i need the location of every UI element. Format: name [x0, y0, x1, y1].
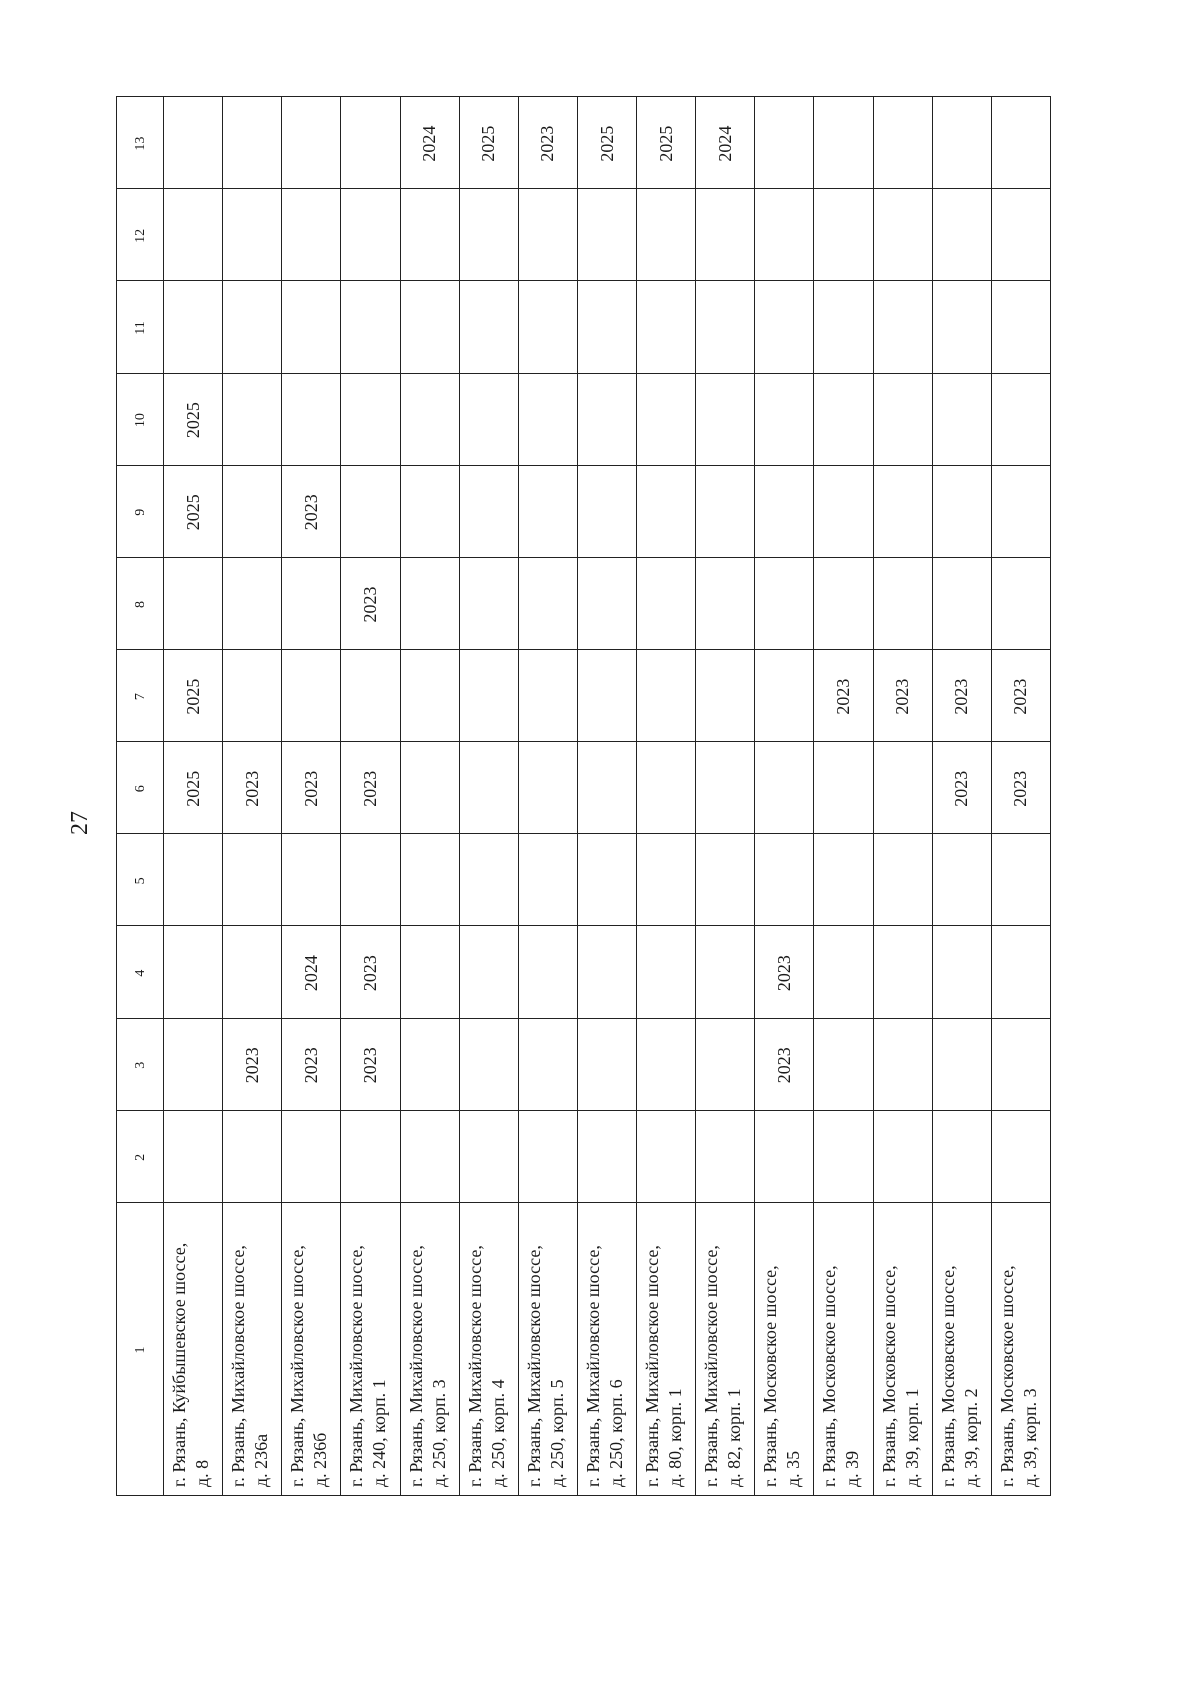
year-cell	[696, 650, 755, 742]
header-row	[117, 97, 164, 1496]
year-cell	[164, 1018, 223, 1110]
column-header: 4	[117, 926, 164, 1018]
year-cell: 2023	[755, 1018, 814, 1110]
year-cell: 2025	[637, 97, 696, 189]
address-line: д. 250, корп. 3	[428, 1379, 449, 1487]
year-cell	[873, 1018, 932, 1110]
year-cell	[755, 834, 814, 926]
year-cell	[518, 1018, 577, 1110]
address-line: г. Рязань, Михайловское шоссе,	[523, 1245, 544, 1487]
year-cell	[814, 742, 873, 834]
year-cell	[341, 97, 400, 189]
year-cell	[814, 1110, 873, 1202]
column-header: 5	[117, 834, 164, 926]
year-cell	[814, 557, 873, 649]
year-cell: 2023	[341, 1018, 400, 1110]
address-line: д. 250, корп. 5	[546, 1379, 567, 1487]
address-line: г. Рязань, Михайловское шоссе,	[701, 1245, 722, 1487]
table-row	[459, 97, 518, 1496]
year-cell	[282, 97, 341, 189]
year-cell	[164, 1110, 223, 1202]
year-cell	[991, 1018, 1050, 1110]
year-cell	[282, 281, 341, 373]
year-cell: 2023	[282, 742, 341, 834]
address-line: д. 250, корп. 4	[487, 1379, 508, 1487]
table-row	[932, 97, 991, 1496]
address-cell	[459, 1202, 518, 1495]
year-cell	[459, 742, 518, 834]
year-cell	[932, 1018, 991, 1110]
year-cell	[696, 281, 755, 373]
year-cell	[341, 650, 400, 742]
year-cell	[459, 926, 518, 1018]
year-cell	[696, 557, 755, 649]
address-line: д. 80, корп. 1	[665, 1388, 686, 1487]
year-cell	[873, 742, 932, 834]
year-cell	[637, 281, 696, 373]
year-cell	[400, 189, 459, 281]
year-cell	[400, 281, 459, 373]
year-cell: 2023	[518, 97, 577, 189]
address-line: д. 39, корп. 2	[960, 1388, 981, 1487]
address-line: г. Рязань, Московское шоссе,	[760, 1265, 781, 1487]
year-cell	[223, 834, 282, 926]
column-header: 7	[117, 650, 164, 742]
year-cell	[223, 373, 282, 465]
year-cell: 2023	[341, 926, 400, 1018]
year-cell	[873, 557, 932, 649]
address-line: г. Рязань, Михайловское шоссе,	[464, 1245, 485, 1487]
address-cell	[518, 1202, 577, 1495]
year-cell	[223, 189, 282, 281]
year-cell	[341, 465, 400, 557]
year-cell	[223, 465, 282, 557]
year-cell	[577, 742, 636, 834]
year-cell	[932, 557, 991, 649]
column-header: 8	[117, 557, 164, 649]
year-cell	[991, 97, 1050, 189]
year-cell	[400, 373, 459, 465]
year-cell	[164, 834, 223, 926]
year-cell	[400, 834, 459, 926]
year-cell	[400, 557, 459, 649]
year-cell: 2025	[164, 373, 223, 465]
year-cell	[282, 557, 341, 649]
year-cell	[518, 373, 577, 465]
address-cell	[991, 1202, 1050, 1495]
year-cell	[577, 281, 636, 373]
year-cell	[637, 373, 696, 465]
table-row	[696, 97, 755, 1496]
year-cell	[637, 557, 696, 649]
address-line: г. Рязань, Михайловское шоссе,	[287, 1245, 308, 1487]
column-header: 6	[117, 742, 164, 834]
year-cell	[459, 650, 518, 742]
year-cell	[282, 650, 341, 742]
column-header: 1	[117, 1202, 164, 1495]
address-line: г. Рязань, Михайловское шоссе,	[346, 1245, 367, 1487]
year-cell	[164, 97, 223, 189]
address-line: г. Рязань, Михайловское шоссе,	[582, 1245, 603, 1487]
table-row	[577, 97, 636, 1496]
table-row	[873, 97, 932, 1496]
table-row	[341, 97, 400, 1496]
address-cell	[282, 1202, 341, 1495]
address-line: д. 39	[842, 1450, 863, 1487]
year-cell	[518, 1110, 577, 1202]
address-cell	[577, 1202, 636, 1495]
year-cell	[518, 650, 577, 742]
year-cell	[577, 373, 636, 465]
year-cell	[814, 926, 873, 1018]
year-cell	[577, 650, 636, 742]
year-cell	[400, 650, 459, 742]
table-row	[637, 97, 696, 1496]
address-line: д. 236а	[251, 1433, 272, 1487]
year-cell: 2023	[341, 557, 400, 649]
year-cell	[932, 281, 991, 373]
year-cell: 2023	[341, 742, 400, 834]
address-line: г. Рязань, Михайловское шоссе,	[405, 1245, 426, 1487]
address-cell	[637, 1202, 696, 1495]
year-cell: 2025	[459, 97, 518, 189]
year-cell	[282, 834, 341, 926]
page-number: 27	[67, 811, 93, 835]
year-cell	[223, 650, 282, 742]
year-cell	[873, 373, 932, 465]
column-header: 2	[117, 1110, 164, 1202]
address-line: г. Рязань, Московское шоссе,	[819, 1265, 840, 1487]
year-cell	[577, 557, 636, 649]
table-row	[755, 97, 814, 1496]
address-cell	[341, 1202, 400, 1495]
year-cell: 2025	[164, 465, 223, 557]
year-cell	[282, 373, 341, 465]
year-cell	[637, 834, 696, 926]
address-cell	[400, 1202, 459, 1495]
year-cell: 2025	[164, 650, 223, 742]
column-header: 10	[117, 373, 164, 465]
year-cell	[932, 834, 991, 926]
address-cell	[873, 1202, 932, 1495]
year-cell	[341, 373, 400, 465]
year-cell: 2023	[991, 650, 1050, 742]
year-cell	[814, 97, 873, 189]
year-cell	[341, 281, 400, 373]
year-cell	[518, 557, 577, 649]
address-line: д. 240, корп. 1	[369, 1379, 390, 1487]
year-cell	[341, 189, 400, 281]
year-cell	[991, 373, 1050, 465]
year-cell	[755, 373, 814, 465]
column-header: 13	[117, 97, 164, 189]
year-cell	[518, 281, 577, 373]
address-line: д. 35	[783, 1450, 804, 1487]
table-row	[518, 97, 577, 1496]
year-cell	[223, 97, 282, 189]
address-line: г. Рязань, Московское шоссе,	[937, 1265, 958, 1487]
address-line: г. Рязань, Куйбышевское шоссе,	[169, 1242, 190, 1487]
year-cell	[164, 557, 223, 649]
year-cell	[341, 1110, 400, 1202]
year-cell: 2023	[755, 926, 814, 1018]
year-cell	[400, 926, 459, 1018]
year-cell	[459, 557, 518, 649]
year-cell: 2023	[873, 650, 932, 742]
address-line: д. 250, корп. 6	[605, 1379, 626, 1487]
year-cell	[518, 189, 577, 281]
table-row	[282, 97, 341, 1496]
year-cell: 2023	[932, 650, 991, 742]
year-cell	[696, 742, 755, 834]
year-cell	[755, 742, 814, 834]
address-line: д. 39, корп. 1	[901, 1388, 922, 1487]
year-cell	[755, 1110, 814, 1202]
year-cell	[459, 834, 518, 926]
year-cell	[873, 97, 932, 189]
year-cell	[932, 373, 991, 465]
year-cell	[341, 834, 400, 926]
year-cell: 2023	[814, 650, 873, 742]
year-cell	[696, 834, 755, 926]
year-cell: 2025	[577, 97, 636, 189]
year-cell	[755, 281, 814, 373]
year-cell	[814, 281, 873, 373]
year-cell: 2023	[223, 1018, 282, 1110]
year-cell	[400, 1110, 459, 1202]
year-cell	[459, 281, 518, 373]
table-row	[223, 97, 282, 1496]
year-cell	[518, 465, 577, 557]
year-cell	[814, 373, 873, 465]
year-cell	[696, 373, 755, 465]
table-row	[814, 97, 873, 1496]
address-line: г. Рязань, Михайловское шоссе,	[228, 1245, 249, 1487]
year-cell: 2023	[932, 742, 991, 834]
year-cell	[814, 189, 873, 281]
year-cell	[637, 742, 696, 834]
year-cell	[696, 926, 755, 1018]
year-cell	[696, 1110, 755, 1202]
address-cell	[164, 1202, 223, 1495]
year-cell	[873, 465, 932, 557]
year-cell	[223, 557, 282, 649]
year-cell	[164, 926, 223, 1018]
year-cell	[164, 281, 223, 373]
table-row	[164, 97, 223, 1496]
year-cell	[637, 1018, 696, 1110]
year-cell	[991, 465, 1050, 557]
year-cell	[282, 189, 341, 281]
year-cell	[577, 1110, 636, 1202]
address-cell	[696, 1202, 755, 1495]
year-cell	[991, 557, 1050, 649]
year-cell	[577, 926, 636, 1018]
table-row	[991, 97, 1050, 1496]
address-line: д. 82, корп. 1	[724, 1388, 745, 1487]
year-cell	[755, 97, 814, 189]
year-cell	[637, 926, 696, 1018]
year-cell	[223, 1110, 282, 1202]
year-cell	[459, 1018, 518, 1110]
year-cell	[637, 650, 696, 742]
year-cell	[577, 1018, 636, 1110]
year-cell	[164, 189, 223, 281]
year-cell	[755, 189, 814, 281]
year-cell	[223, 281, 282, 373]
year-cell	[873, 281, 932, 373]
year-cell	[932, 97, 991, 189]
year-cell	[873, 189, 932, 281]
year-cell: 2023	[282, 1018, 341, 1110]
year-cell	[814, 1018, 873, 1110]
year-cell	[577, 465, 636, 557]
year-cell	[932, 189, 991, 281]
year-cell	[991, 1110, 1050, 1202]
year-cell: 2024	[282, 926, 341, 1018]
table-container	[116, 96, 1051, 1496]
address-line: г. Рязань, Московское шоссе,	[996, 1265, 1017, 1487]
address-line: д. 8	[192, 1459, 213, 1487]
year-cell	[577, 834, 636, 926]
table-row	[400, 97, 459, 1496]
year-cell	[696, 465, 755, 557]
year-cell	[518, 742, 577, 834]
year-cell	[932, 1110, 991, 1202]
year-cell	[873, 834, 932, 926]
column-header: 12	[117, 189, 164, 281]
address-line: г. Рязань, Михайловское шоссе,	[642, 1245, 663, 1487]
year-cell	[755, 557, 814, 649]
year-cell: 2023	[223, 742, 282, 834]
year-cell: 2023	[991, 742, 1050, 834]
year-cell: 2023	[282, 465, 341, 557]
year-cell	[400, 1018, 459, 1110]
year-cell	[991, 189, 1050, 281]
year-cell	[814, 465, 873, 557]
year-cell	[873, 926, 932, 1018]
schedule-table	[116, 96, 1051, 1496]
year-cell	[814, 834, 873, 926]
year-cell	[696, 1018, 755, 1110]
year-cell	[637, 189, 696, 281]
year-cell	[755, 465, 814, 557]
year-cell	[637, 1110, 696, 1202]
year-cell	[991, 834, 1050, 926]
year-cell: 2024	[400, 97, 459, 189]
year-cell: 2025	[164, 742, 223, 834]
address-cell	[932, 1202, 991, 1495]
year-cell	[991, 281, 1050, 373]
year-cell	[577, 189, 636, 281]
column-header: 9	[117, 465, 164, 557]
year-cell	[991, 926, 1050, 1018]
year-cell	[282, 1110, 341, 1202]
address-line: д. 236б	[310, 1432, 331, 1487]
year-cell	[459, 189, 518, 281]
year-cell	[459, 373, 518, 465]
address-line: г. Рязань, Московское шоссе,	[878, 1265, 899, 1487]
year-cell	[518, 926, 577, 1018]
address-line: д. 39, корп. 3	[1019, 1388, 1040, 1487]
year-cell	[873, 1110, 932, 1202]
column-header: 3	[117, 1018, 164, 1110]
year-cell	[696, 189, 755, 281]
year-cell: 2024	[696, 97, 755, 189]
year-cell	[932, 926, 991, 1018]
year-cell	[932, 465, 991, 557]
address-cell	[814, 1202, 873, 1495]
year-cell	[459, 1110, 518, 1202]
address-cell	[223, 1202, 282, 1495]
year-cell	[637, 465, 696, 557]
year-cell	[223, 926, 282, 1018]
year-cell	[459, 465, 518, 557]
address-cell	[755, 1202, 814, 1495]
column-header: 11	[117, 281, 164, 373]
year-cell	[755, 650, 814, 742]
year-cell	[400, 742, 459, 834]
year-cell	[518, 834, 577, 926]
year-cell	[400, 465, 459, 557]
